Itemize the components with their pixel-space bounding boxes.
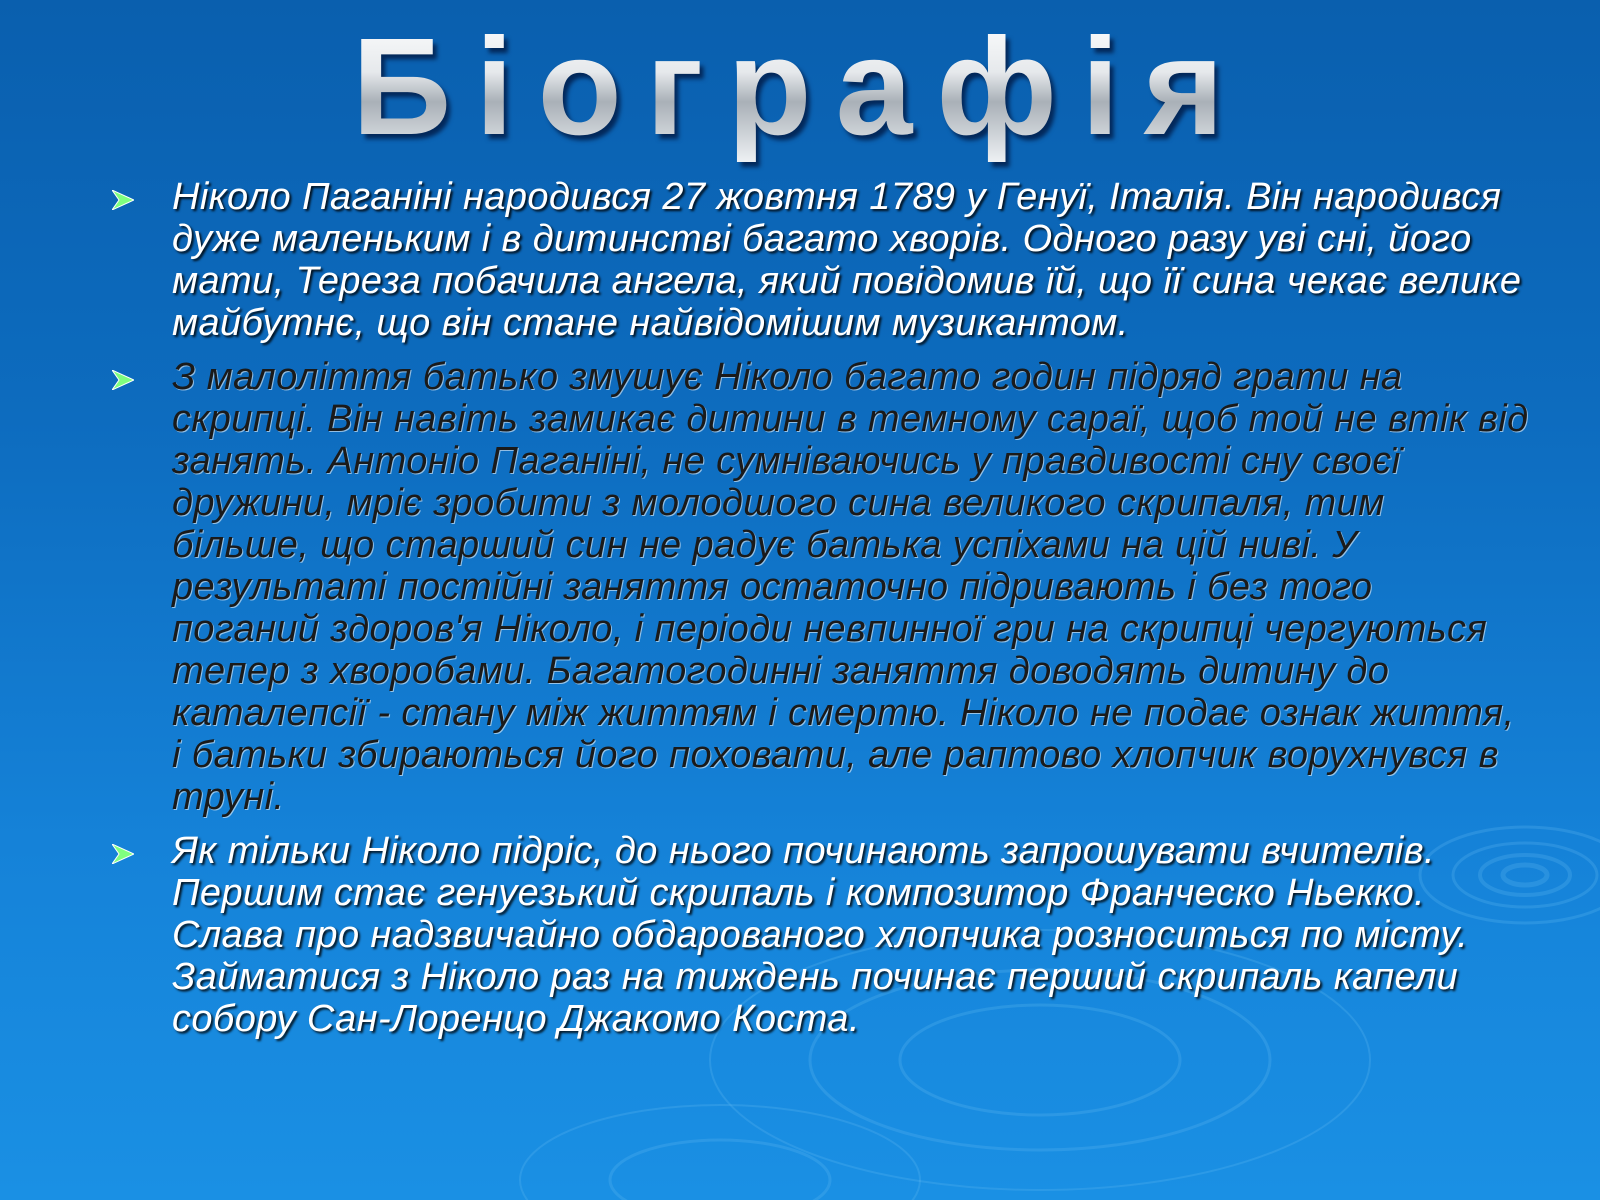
arrowhead-bullet-icon	[112, 190, 134, 210]
bullet-item	[110, 176, 1530, 344]
arrowhead-bullet-icon	[112, 844, 134, 864]
slide-title: Біографія	[0, 12, 1600, 162]
arrowhead-bullet-icon	[112, 370, 134, 390]
biography-bullet-list	[110, 176, 1530, 1052]
bullet-item	[110, 830, 1530, 1040]
bullet-text: Ніколо Паганіні народився 27 жовтня 1789 у Генуї, Італія. Він народився дуже маленьким і в дитинстві багато хворів. Одного разу уві сні, його мати, Тереза побачила ангела, який повідомив їй, що її сина чекає велике майбутнє, що він стане найвідомішим музикантом.	[172, 176, 1522, 344]
bullet-text: З малоліття батько змушує Ніколо багато годин підряд грати на скрипці. Він навіть замикає дитини в темному сараї, щоб той не втік від занять. Антоніо Паганіні, не сумніваючись у правдивості сну своєї дружини, мріє зробити з молодшого сина великого скрипаля, тим більше, що старший син не радує батька успіхами на цій ниві. У результаті постійні заняття остаточно підривають і без того поганий здоров'я Ніколо, і періоди невпинної гри на скрипці чергуються тепер з хворобами. Багатогодинні заняття доводять дитину до каталепсії - стану між життям і смертю. Ніколо не подає ознак життя, і батьки збираються його поховати, але раптово хлопчик ворухнувся в труні.	[172, 356, 1529, 818]
bullet-item	[110, 356, 1530, 818]
bullet-text: Як тільки Ніколо підріс, до нього починають запрошувати вчителів. Першим стає генуезький скрипаль і композитор Франческо Ньекко. Слава про надзвичайно обдарованого хлопчика розноситься по місту. Займатися з Ніколо раз на тиждень починає перший скрипаль капели собору Сан-Лоренцо Джакомо Коста.	[172, 830, 1469, 1040]
